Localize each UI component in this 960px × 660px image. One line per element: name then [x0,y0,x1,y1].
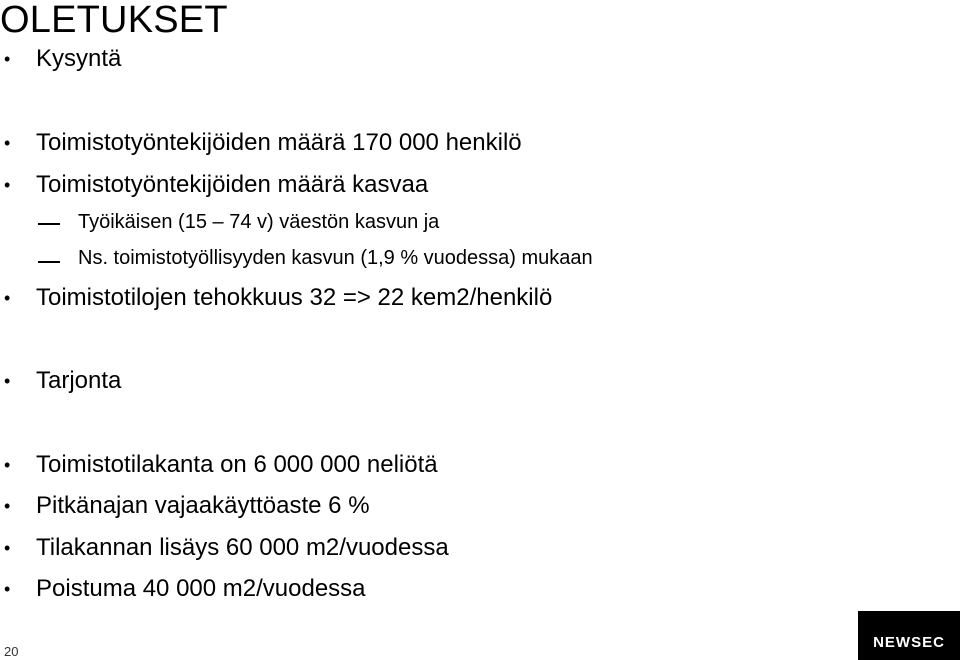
bullet-item-office-stock: Toimistotilakanta on 6 000 000 neliötä [36,451,438,478]
dash-icon [38,223,60,225]
bullet-icon: • [4,579,11,599]
bullet-icon: • [4,371,11,391]
sub-item-working-age: Työikäisen (15 – 74 v) väestön kasvun ja [78,211,440,233]
newsec-logo [858,611,960,660]
bullet-icon: • [4,496,11,516]
bullet-icon: • [4,538,11,558]
bullet-item-kysynta: Kysyntä [36,45,122,72]
bullet-icon: • [4,133,11,153]
bullet-item-removal: Poistuma 40 000 m2/vuodessa [36,575,366,602]
bullet-icon: • [4,175,11,195]
bullet-icon: • [4,49,11,69]
bullet-icon: • [4,455,11,475]
slide-title: OLETUKSET [0,0,228,41]
dash-icon [38,261,60,263]
bullet-item-efficiency: Toimistotilojen tehokkuus 32 => 22 kem2/henkilö [36,284,553,311]
bullet-icon: • [4,288,11,308]
sub-item-office-employment: Ns. toimistotyöllisyyden kasvun (1,9 % vuodessa) mukaan [78,247,593,269]
bullet-item-employee-count: Toimistotyöntekijöiden määrä 170 000 henkilö [36,129,522,156]
bullet-item-tarjonta: Tarjonta [36,367,122,394]
bullet-item-stock-increase: Tilakannan lisäys 60 000 m2/vuodessa [36,534,449,561]
bullet-item-vacancy-rate: Pitkänajan vajaakäyttöaste 6 % [36,492,370,519]
bullet-item-employee-growth: Toimistotyöntekijöiden määrä kasvaa [36,171,429,198]
page-number: 20 [4,644,19,659]
logo-text: NEWSEC [873,634,945,651]
